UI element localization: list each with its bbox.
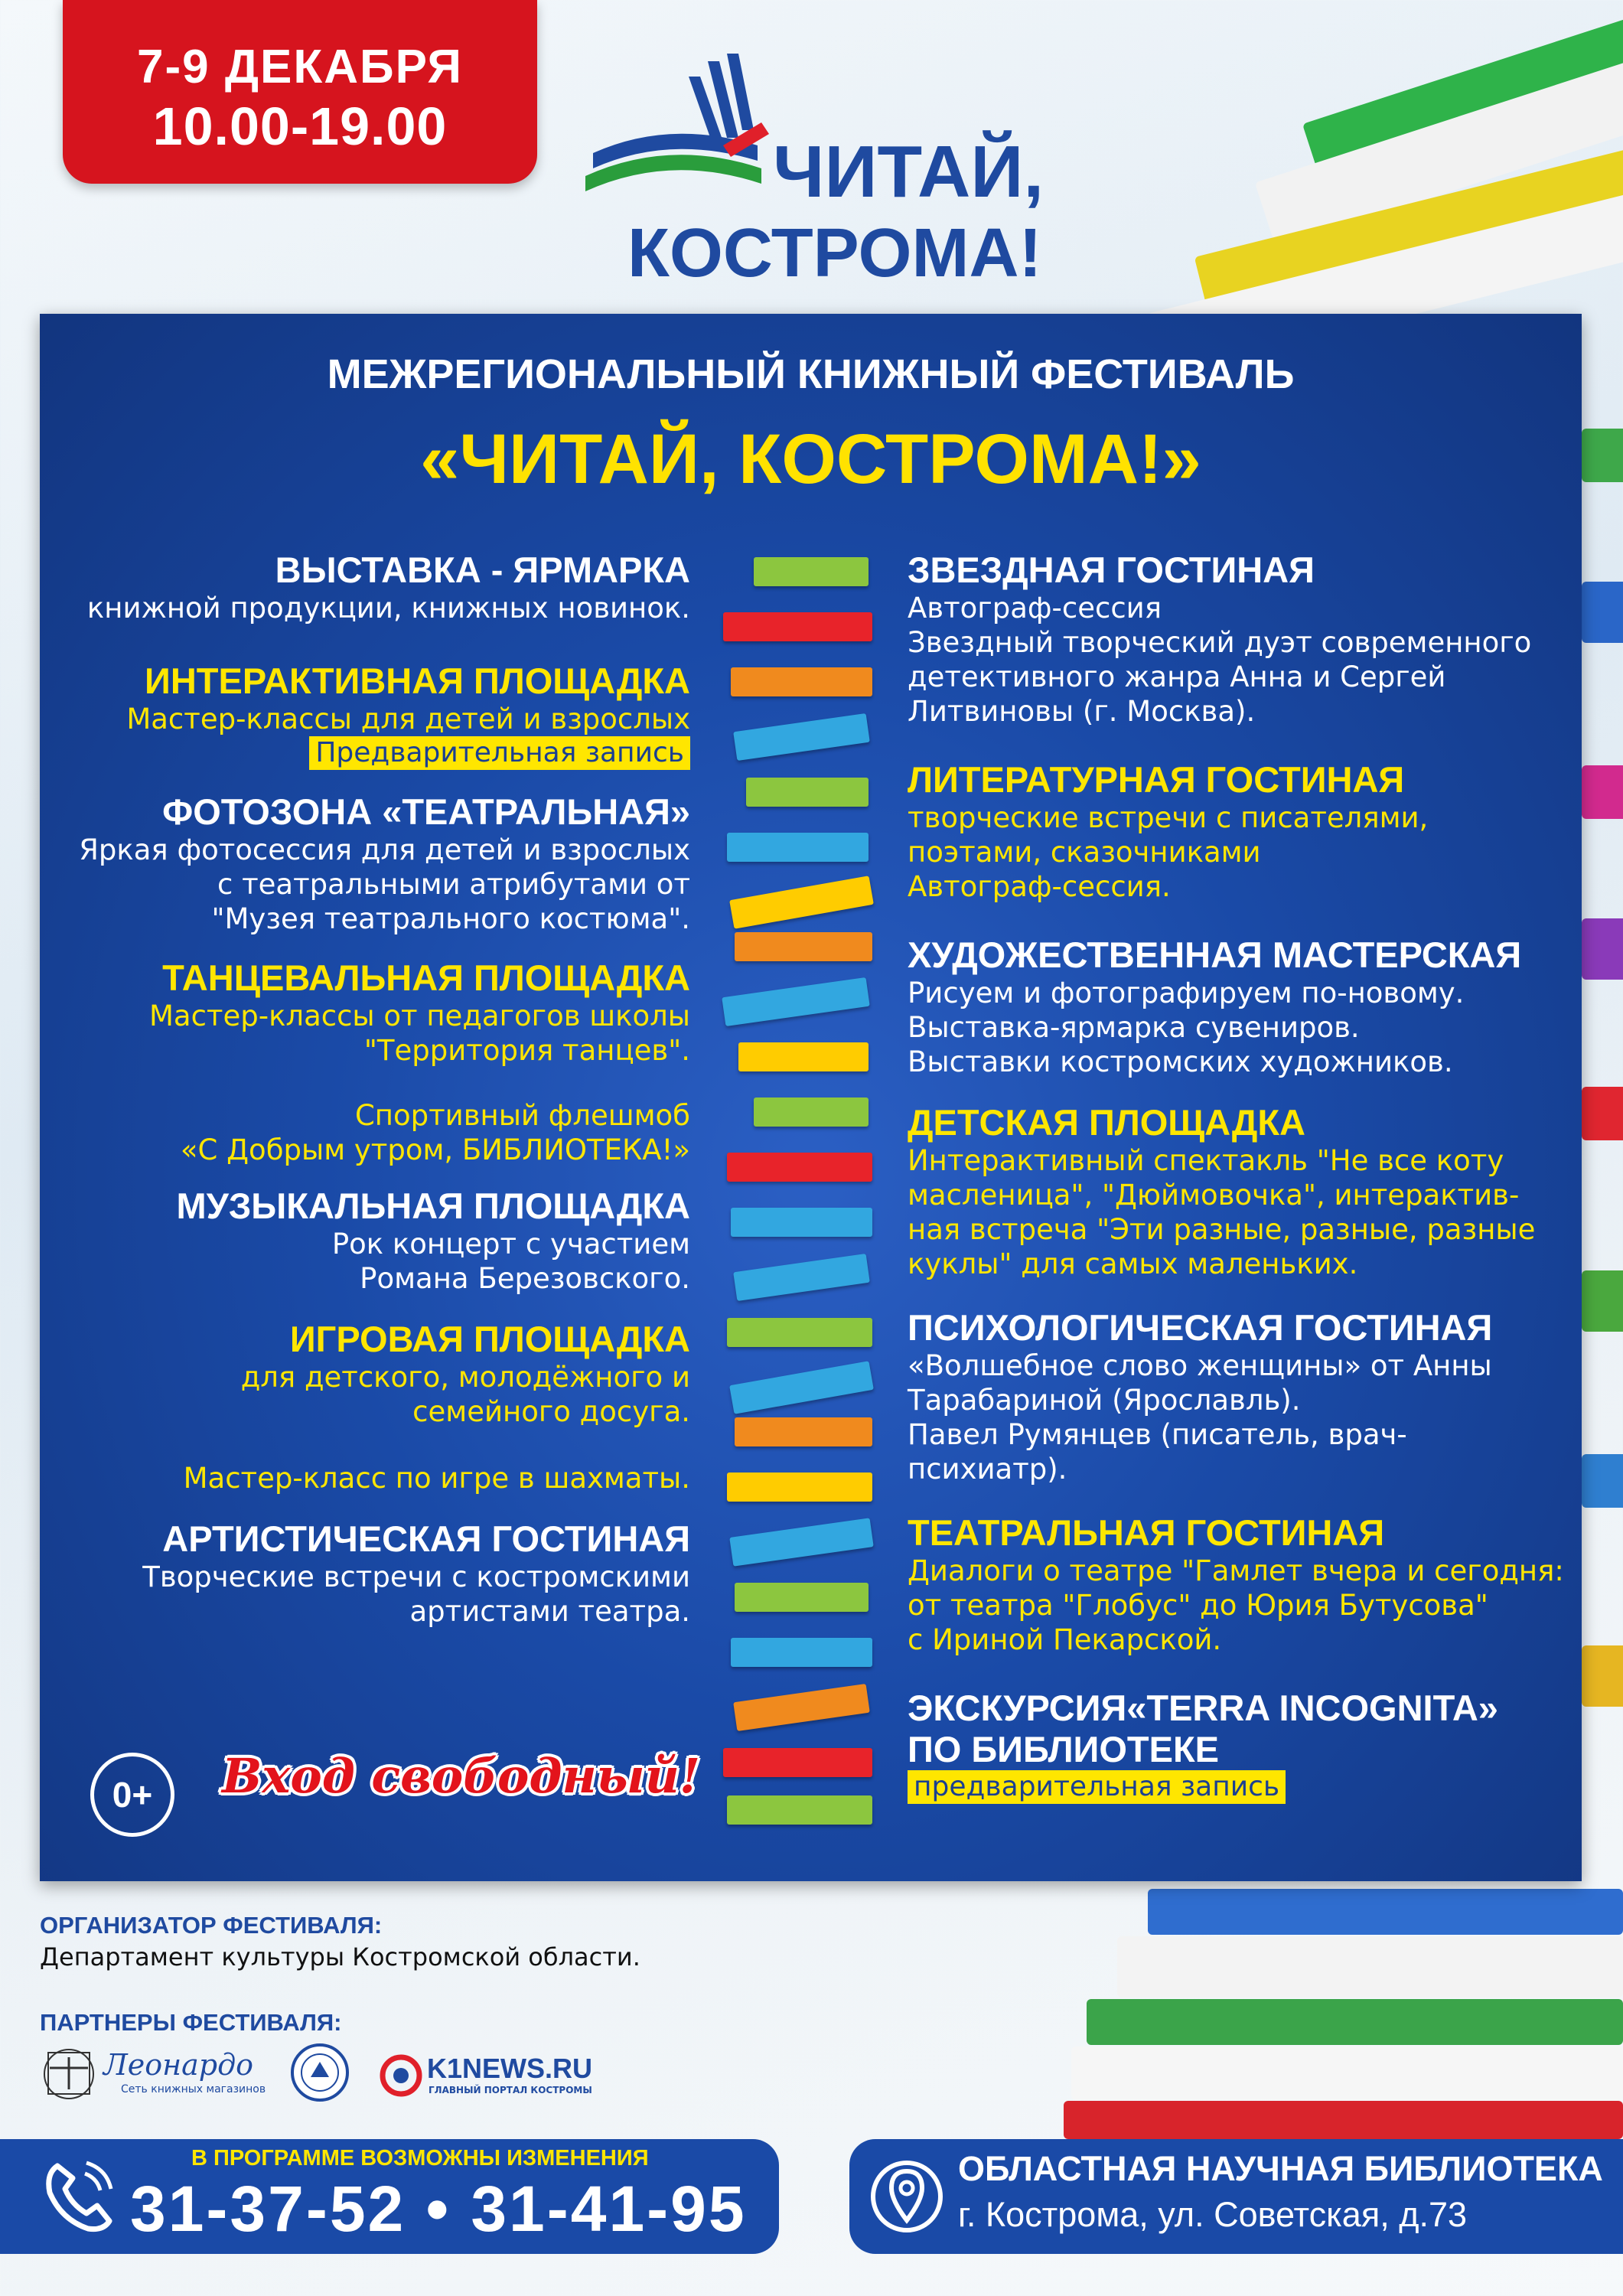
- section-psy: [908, 1307, 1566, 1486]
- section-star: [908, 550, 1566, 729]
- section-title: МУЗЫКАЛЬНАЯ ПЛОЩАДКА: [176, 1186, 690, 1226]
- section-title: ПСИХОЛОГИЧЕСКАЯ ГОСТИНАЯ: [908, 1307, 1493, 1348]
- stripe: [727, 1795, 872, 1825]
- section-text: Интерактивный спектакль "Не все коту: [908, 1144, 1504, 1177]
- partner-k1news-name: K1NEWS.RU: [427, 2053, 593, 2084]
- section-title: ТАНЦЕВАЛЬНАЯ ПЛОЩАДКА: [162, 957, 690, 998]
- free-entry-label: Вход свободный!: [222, 1748, 701, 1804]
- section-title: ИНТЕРАКТИВНАЯ ПЛОЩАДКА: [145, 660, 690, 701]
- section-text: Диалоги о театре "Гамлет вчера и сегодня:: [908, 1554, 1564, 1587]
- program-right-column: [908, 550, 1566, 1804]
- stripe: [735, 1583, 869, 1612]
- section-text: Автограф-сессия.: [908, 870, 1171, 903]
- program-left-column: [61, 550, 690, 1629]
- section-lit: [908, 759, 1566, 904]
- section-tour: [908, 1688, 1566, 1804]
- section-text: Яркая фотосессия для детей и взрослых: [79, 833, 690, 866]
- section-text: Литвиновы (г. Москва).: [908, 695, 1256, 728]
- phone-icon: [42, 2158, 115, 2235]
- time-text: 10.00-19.00: [152, 96, 448, 156]
- date-text: 7-9 ДЕКАБРЯ: [137, 41, 463, 93]
- section-title: ТЕАТРАЛЬНАЯ ГОСТИНАЯ: [908, 1512, 1385, 1553]
- section-text: для детского, молодёжного и: [240, 1361, 690, 1394]
- section-text: Рисуем и фотографируем по-новому.: [908, 977, 1465, 1009]
- phone-numbers[interactable]: 31-37-52 • 31-41-95: [130, 2173, 747, 2245]
- section-dance: [61, 957, 690, 1068]
- section-title: ВЫСТАВКА - ЯРМАРКА: [275, 550, 690, 590]
- section-text: Мастер-классы для детей и взрослых: [126, 703, 690, 735]
- stripe: [727, 1318, 872, 1347]
- preregistration-badge: Предварительная запись: [309, 736, 690, 770]
- section-text: Мастер-классы от педагогов школы: [148, 1000, 690, 1032]
- partner-seal-logo: [289, 2042, 350, 2103]
- stripe: [731, 1208, 872, 1237]
- stripe: [731, 667, 872, 696]
- library-name: ОБЛАСТНАЯ НАУЧНАЯ БИБЛИОТЕКА: [958, 2149, 1603, 2188]
- organizer-name: Департамент культуры Костромской области.: [40, 1942, 640, 1971]
- stripe: [735, 1417, 872, 1446]
- stripe: [727, 833, 869, 862]
- section-photo: [61, 791, 690, 936]
- section-text: артистами театра.: [409, 1595, 690, 1628]
- section-text: куклы" для самых маленьких.: [908, 1247, 1358, 1280]
- stripe: [723, 612, 872, 641]
- partner-leonardo-name: Леонардо: [103, 2048, 254, 2082]
- panel-title: МЕЖРЕГИОНАЛЬНЫЙ КНИЖНЫЙ ФЕСТИВАЛЬ: [327, 351, 1295, 397]
- stripe: [723, 1748, 872, 1777]
- organizer-heading: ОРГАНИЗАТОР ФЕСТИВАЛЯ:: [40, 1912, 383, 1939]
- section-text: семейного досуга.: [412, 1395, 690, 1428]
- partner-leonardo-sub: Сеть книжных магазинов: [121, 2083, 266, 2095]
- section-text: Выставки костромских художников.: [908, 1045, 1453, 1078]
- section-text: масленица", "Дюймовочка", интерактив-: [908, 1179, 1520, 1212]
- stripe: [746, 778, 869, 807]
- vitruvian-icon: [42, 2043, 96, 2105]
- section-text: Выставка-ярмарка сувениров.: [908, 1011, 1360, 1044]
- section-chess: [61, 1461, 690, 1495]
- section-text: Рок концерт с участием: [331, 1228, 690, 1261]
- section-artist: [61, 1518, 690, 1629]
- section-text: Спортивный флешмоб: [354, 1099, 690, 1132]
- stripe: [727, 1153, 872, 1182]
- section-title: ХУДОЖЕСТВЕННАЯ МАСТЕРСКАЯ: [908, 934, 1522, 975]
- section-game: [61, 1319, 690, 1429]
- section-title: ИГРОВАЯ ПЛОЩАДКА: [289, 1319, 690, 1359]
- section-text: с театральными атрибутами от: [217, 868, 690, 901]
- stripe: [754, 1097, 869, 1127]
- section-music: [61, 1186, 690, 1296]
- section-title: ЭКСКУРСИЯ«TERRA INCOGNITA»: [908, 1688, 1498, 1728]
- section-art: [908, 934, 1566, 1079]
- section-kids: [908, 1102, 1566, 1281]
- section-expo: [61, 550, 690, 625]
- section-text: Звездный творческий дуэт современного: [908, 626, 1532, 659]
- program-change-note: В ПРОГРАММЕ ВОЗМОЖНЫ ИЗМЕНЕНИЯ: [191, 2146, 649, 2170]
- stripe: [735, 932, 872, 961]
- section-text: поэтами, сказочниками: [908, 836, 1261, 869]
- section-theatre: [908, 1512, 1566, 1657]
- age-rating-badge: 0+: [90, 1753, 174, 1837]
- section-text: Романа Березовского.: [360, 1262, 690, 1295]
- section-text: творческие встречи с писателями,: [908, 801, 1429, 834]
- section-title: ЗВЕЗДНАЯ ГОСТИНАЯ: [908, 550, 1315, 590]
- section-text: «Волшебное слово женщины» от Анны: [908, 1349, 1492, 1382]
- section-title: ЛИТЕРАТУРНАЯ ГОСТИНАЯ: [908, 759, 1405, 800]
- section-text: ная встреча "Эти разные, разные, разные: [908, 1213, 1536, 1246]
- section-text: с Ириной Пекарской.: [908, 1623, 1222, 1656]
- section-text: Мастер-класс по игре в шахматы.: [183, 1462, 690, 1495]
- section-title: ФОТОЗОНА «ТЕАТРАЛЬНАЯ»: [162, 791, 690, 832]
- logo-line2: КОСТРОМА!: [627, 215, 1042, 292]
- section-text: от театра "Глобус" до Юрия Бутусова": [908, 1589, 1488, 1622]
- section-title: ДЕТСКАЯ ПЛОЩАДКА: [908, 1102, 1305, 1143]
- section-text: "Музея театрального костюма".: [211, 902, 690, 935]
- section-text: "Территория танцев".: [363, 1034, 690, 1067]
- stripe: [754, 557, 869, 586]
- partner-leonardo-logo: [42, 2043, 96, 2108]
- stripe: [731, 1638, 872, 1667]
- festival-name: «ЧИТАЙ, КОСТРОМА!»: [420, 420, 1201, 498]
- book-logo-icon: [578, 46, 784, 207]
- logo-line1: ЧИТАЙ,: [773, 131, 1045, 213]
- partner-k1news-sub: ГЛАВНЫЙ ПОРТАЛ КОСТРОМЫ: [429, 2085, 592, 2095]
- date-badge: [63, 0, 537, 184]
- section-text: «С Добрым утром, БИБЛИОТЕКА!»: [180, 1133, 690, 1166]
- section-text: Тарабариной (Ярославль).: [908, 1384, 1301, 1417]
- stripe: [727, 1473, 872, 1502]
- section-text: Павел Румянцев (писатель, врач-психиатр).: [908, 1418, 1407, 1486]
- section-title: ПО БИБЛИОТЕКЕ: [908, 1729, 1219, 1769]
- k1news-icon: [380, 2054, 422, 2097]
- section-text: книжной продукции, книжных новинок.: [86, 592, 690, 625]
- partners-heading: ПАРТНЕРЫ ФЕСТИВАЛЯ:: [40, 2009, 342, 2036]
- library-address: г. Кострома, ул. Советская, д.73: [958, 2195, 1468, 2234]
- section-interactive: [61, 660, 690, 770]
- section-title: АРТИСТИЧЕСКАЯ ГОСТИНАЯ: [162, 1518, 690, 1559]
- section-text: детективного жанра Анна и Сергей: [908, 660, 1446, 693]
- section-flashmob: [61, 1098, 690, 1167]
- location-pin-icon: [869, 2154, 945, 2239]
- section-text: Автограф-сессия: [908, 592, 1162, 625]
- preregistration-badge: предварительная запись: [908, 1770, 1286, 1804]
- stripe: [738, 1042, 869, 1071]
- section-text: Творческие встречи с костромскими: [142, 1561, 690, 1593]
